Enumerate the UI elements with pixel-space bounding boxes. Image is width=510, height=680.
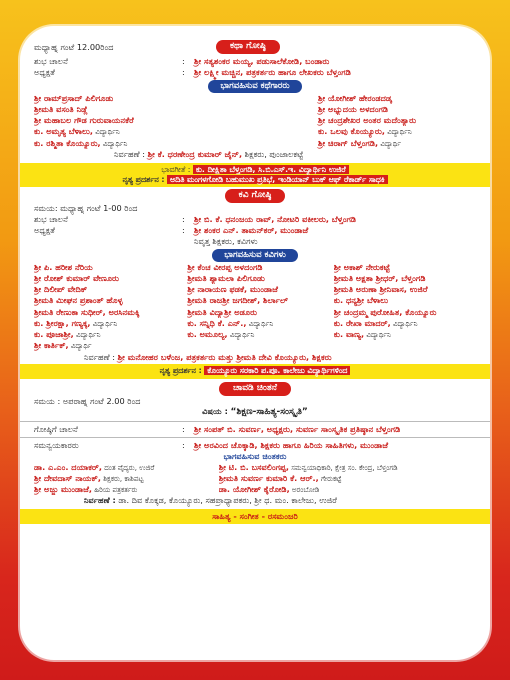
participant: ಶ್ರೀಮತಿ ಸುವರ್ಣ ಕುಮಾರಿ ಕೆ. ಆರ್., ಗೇರುಕಟ್ಟೆ	[218, 473, 342, 483]
participant: ಶ್ರೀ ಕಾರ್ತಿಕ್, ವಿದ್ಯಾರ್ಥಿ	[34, 340, 92, 351]
participant: ಡಾ. ಯೋಗೀಶ್ ಕೈರೋಡಿ, ಅರಂಬೋಡಿ	[218, 484, 320, 495]
participant: ಶ್ರೀ ಕೆಂಚ ವೀರಪ್ಪ ಅಳದಂಗಡಿ	[187, 261, 263, 272]
participant: ಕು. ಶ್ರೀರಕ್ಷಾ, ಗಣ್ಯಕ್ಕ, ವಿದ್ಯಾರ್ಥಿನಿ	[34, 317, 118, 328]
participant: ಶ್ರೀ ಅಜ್ಜು ಮುಂಡಾಜೆ, ಹಿರಿಯ ಪತ್ರಕರ್ತರು	[34, 484, 138, 495]
row-key: ಅಧ್ಯಕ್ಷತೆ	[34, 66, 55, 77]
participant: ಕು. ರಶ್ಮಿತಾ ಕೊಯ್ಯೂರು, ವಿದ್ಯಾರ್ಥಿನಿ	[34, 137, 128, 148]
participant: ಶ್ರೀಮತಿ ವಸಂತಿ ನಿಡ್ಲೆ	[34, 103, 88, 114]
participant: ಕು. ಪೂಜಾಶ್ರೀ, ವಿದ್ಯಾರ್ಥಿನಿ	[34, 329, 101, 340]
chavadi-pill: ಚಾವಡಿ ಚಿಂತನೆ	[219, 382, 291, 396]
participant: ಶ್ರೀ ನಾರಾಯಣ ಫಡಕೆ, ಮುಂಡಾಜೆ	[187, 284, 278, 295]
footer-band: ಸಾಹಿತ್ಯ - ಸಂಗೀತ - ರಸಮಂಜರಿ	[20, 509, 490, 524]
participant: ಶ್ರೀ ರೋಶ್ ಕುಮಾರ್ ವೇಣೂರು	[34, 272, 119, 283]
participant: ಶ್ರೀ ಅಭ್ಯುದಯ ಅಳದಂಗಡಿ	[318, 103, 389, 114]
participant: ಶ್ರೀಮತಿ ಅರುಣಾ ಶ್ರೀನಿವಾಸ, ಉಜಿರೆ	[333, 284, 428, 295]
chavadi-participants-label: ಭಾಗವಹಿಸುವ ಚಿಂತಕರು	[223, 450, 287, 461]
kavi-pill: ಕವಿ ಗೋಷ್ಠಿ	[225, 189, 286, 203]
katha-participants-pill: ಭಾಗವಹಿಸುವ ಕಥೆಗಾರರು	[208, 80, 301, 93]
participant: ಕು. ಸನ್ನಿಧಿ ಕೆ. ಎನ್., ವಿದ್ಯಾರ್ಥಿನಿ	[187, 317, 274, 328]
participant: ಶ್ರೀಮತಿ ಮೀಘನ ಪ್ರಶಾಂತ್ ಹೊಳ್ಳ	[34, 295, 123, 306]
katha-pill: ಕಥಾ ಗೋಷ್ಠಿ	[216, 40, 280, 54]
participant: ಕು. ರೇಖಾ ಮಾದರ್, ವಿದ್ಯಾರ್ಥಿನಿ	[333, 317, 418, 328]
participant: ಶ್ರೀ ರಾಮ್‌ಪ್ರಸಾದ್ ಪಿಲಿಗೂಡು	[34, 92, 114, 103]
row-value: ಶ್ರೀ ಲಕ್ಷ್ಮೀ ಮಚ್ಚಿನ, ಪತ್ರಕರ್ತರು ಹಾಗೂ ಲೇಖಕರು ಬೆಳ್ತಂಗಡಿ	[194, 66, 351, 77]
participant: ಶ್ರೀ ಚಂದ್ರಮ್ಮ ಪುರೋಹಿತ, ಕೊಯ್ಯೂರು	[333, 306, 437, 317]
kavi-extra: ನಿವೃತ್ತ ಶಿಕ್ಷಕರು, ಕವಿಗಳು	[194, 235, 258, 246]
participant: ಶ್ರೀ ಚಿರಾಗ್ ಬೆಳ್ತಂಗಡಿ, ವಿದ್ಯಾರ್ಥಿ	[318, 137, 401, 148]
katha-row-chalane: ಶುಭ ಚಾಲನೆ : ಶ್ರೀ ಸತ್ಯಶಂಕರ ಮಯ್ಯ, ಪಡುಸಾಲೆಕೋಡಿ, ಬಂಡಾರು	[34, 56, 476, 67]
row-key: ಶುಭ ಚಾಲನೆ	[34, 55, 68, 66]
program-card	[20, 26, 490, 660]
participant: ಶ್ರೀ ದಿಲೀಪ್ ವೇದಿಕ್	[34, 284, 88, 295]
participant: ಕು. ವಾಣ್ಯ, ವಿದ್ಯಾರ್ಥಿನಿ	[333, 329, 391, 340]
participant: ಶ್ರೀಮತಿ ರೇಣುಕಾ ಸುಧೀರ್, ಅರಸಿನಮಕ್ಕಿ	[34, 306, 140, 317]
kavi-rows	[34, 203, 476, 246]
katha-header	[34, 40, 476, 54]
kavi-nirvahane: ನಿರ್ವಹಣೆ : ಶ್ರೀ ಮನೋಹರ ಬಳೆಂಜ, ಪತ್ರಕರ್ತರು ಮತ್ತು ಶ್ರೀಮತಿ ದೇವಿ ಕೊಯ್ಯೂರು, ಶಿಕ್ಷಕರು	[84, 351, 332, 362]
participant: ಶ್ರೀಮತಿ ರಾಜಶ್ರೀ ಜಗದೀಶ್, ಶಿರ್ಲಾಲ್	[187, 295, 288, 306]
cultural-band-1: ಭಾವಗೀತೆ : ಕು. ದೀಕ್ಷಿತಾ ಬೆಳ್ತಂಗಡಿ, ಸಿ.ಬಿ.ಎಸ್.ಇ. ವಿದ್ಯಾರ್ಥಿನಿ ಉಜಿರೆ ನೃತ್ಯ ಪ್ರದರ್ಶನ : ಅದಿತಿ ಮಂಗಳಗೋಡಿ ಬಹುಮುಖ ಪ್ರತಿಭೆ, ಇಂಡಿಯಾನ್ ಬುಕ್ ಆಫ್ ರೆಕಾರ್ಡ್ ಸಾಧಕಿ	[20, 163, 490, 188]
chavadi-row-chalane: ಗೋಷ್ಠಿಗೆ ಚಾಲನೆ : ಶ್ರೀ ಸಂಪತ್ ಬಿ. ಸುವರ್ಣ, ಅಧ್ಯಕ್ಷರು, ಸುವರ್ಣ ಸಾಂಸ್ಕೃತಿಕ ಪ್ರತಿಷ್ಠಾನ ಬೆಳ್ತಂಗಡಿ	[34, 424, 401, 435]
katha-row-adhyakshate: ಅಧ್ಯಕ್ಷತೆ : ಶ್ರೀ ಲಕ್ಷ್ಮೀ ಮಚ್ಚಿನ, ಪತ್ರಕರ್ತರು ಹಾಗೂ ಲೇಖಕರು ಬೆಳ್ತಂಗಡಿ	[34, 67, 476, 78]
participant: ಶ್ರೀ ಯೋಗೀಶ್ ಹೇರಂಡದಡ್ಕ	[318, 92, 392, 103]
katha-rows	[34, 56, 476, 78]
participant: ಶ್ರೀಮತಿ ವಿದ್ಯಾಶ್ರೀ ಅಡೂರು	[187, 306, 258, 317]
participant: ಡಾ. ಎ.ಎಂ. ದಯಾಕರ್, ದಂತ ವೈದ್ಯರು, ಉಜಿರೆ	[34, 461, 155, 472]
katha-time: ಮಧ್ಯಾಹ್ನ ಗಂಟೆ 12.00ರಿಂದ	[34, 41, 114, 52]
kavi-row-chalane: ಶುಭ ಚಾಲನೆ : ಶ್ರೀ ಬಿ. ಕೆ. ಧನಂಜಯ ರಾವ್, ನೋಟರಿ ವಕೀಲರು, ಬೆಳ್ತಂಗಡಿ	[34, 214, 357, 225]
participant: ಶ್ರೀಮತಿ ಅಕ್ಷತಾ ಶ್ರೀಧರ್, ಬೆಳ್ತಂಗಡಿ	[333, 272, 426, 283]
row-value: ಶ್ರೀ ಸತ್ಯಶಂಕರ ಮಯ್ಯ, ಪಡುಸಾಲೆಕೋಡಿ, ಬಂಡಾರು	[194, 55, 330, 66]
chavadi-nirvahane: ನಿರ್ವಹಣೆ : ಡಾ. ದಿವ ಕೊಕ್ಕಡ, ಕೊಯ್ಯೂರು, ಸಹಪ್ರಾಧ್ಯಾಪಕರು, ಶ್ರೀ ಧ. ಮಂ. ಕಾಲೇಜು, ಉಜಿರೆ	[84, 495, 337, 506]
chavadi-participants	[34, 462, 476, 496]
kavi-participants	[34, 262, 476, 352]
participant: ಶ್ರೀ ಅಕಾಶ್ ನೇರುಕಟ್ಟೆ	[333, 261, 390, 272]
chavadi-row-samanvaya: ಸಮನ್ವಯಕಾರರು : ಶ್ರೀ ಅರವಿಂದ ಚೊಕ್ಕಾಡಿ, ಶಿಕ್ಷಕರು ಹಾಗೂ ಹಿರಿಯ ಸಾಹಿತಿಗಳು, ಮುಂಡಾಜೆ	[34, 440, 389, 451]
chavadi-time: ಸಮಯ : ಅಪರಾಹ್ನ ಗಂಟೆ 2.00 ರಿಂದ	[34, 395, 141, 406]
katha-participants	[34, 93, 476, 149]
participant: ಶ್ರೀ ದೇವದಾಸ್ ನಾಯಕ್, ಶಿಕ್ಷಕರು, ಕಾಶಿಪಟ್ಟ	[34, 473, 144, 483]
participant: ಕು. ಒಲವು ಕೊಯ್ಯೂರು, ವಿದ್ಯಾರ್ಥಿನಿ	[318, 126, 412, 137]
participant: ಶ್ರೀ ಚಂದ್ರಶೇಖರ ಅಂತರ ಮದೆಂತ್ಯಾರು	[318, 115, 417, 126]
chavadi-topic: ವಿಷಯ : “ಶಿಕ್ಷಣ-ಸಾಹಿತ್ಯ-ಸಂಸ್ಕೃತಿ”	[202, 406, 308, 418]
cultural-band-2: ನೃತ್ಯ ಪ್ರದರ್ಶನ : ಕೊಯ್ಯೂರು ಸರಕಾರಿ ಪ.ಪೂ. ಕಾಲೇಜು ವಿದ್ಯಾರ್ಥಿಗಳಿಂದ	[20, 364, 490, 378]
participant: ಕು. ಅಮೂಲ್ಯ, ವಿದ್ಯಾರ್ಥಿನಿ	[187, 329, 255, 340]
katha-nirvahane: ನಿರ್ವಹಣೆ : ಶ್ರೀ ಕೆ. ಧರಣೇಂದ್ರ ಕುಮಾರ್ ಜೈನ್, ಶಿಕ್ಷಕರು, ಪುಂಜಾಲಕಟ್ಟೆ	[114, 148, 304, 159]
kavi-time: ಸಮಯ: ಮಧ್ಯಾಹ್ನ ಗಂಟೆ 1-00 ರಿಂದ	[34, 203, 138, 214]
participant: ಶ್ರೀ ಪಿ. ಹರೀಶ ನೆರಿಯ	[34, 261, 93, 272]
participant: ಶ್ರೀಮತಿ ಶ್ಯಾಮಲಾ ಪಿಲಿಗೂಡು	[187, 272, 265, 283]
participant: ಶ್ರೀ ಟಿ. ಬಿ. ಬಸವಲಿಂಗಪ್ಪ, ಸಮನ್ವಯಾಧಿಕಾರಿ, ಕ್ಷೇತ್ರ ಸಂ. ಕೇಂದ್ರ, ಬೆಳ್ತಂಗಡಿ	[218, 461, 398, 472]
participant: ಕು. ಅಮೃತ್ಯ ಬೆಳಾಲು, ವಿದ್ಯಾರ್ಥಿನಿ	[34, 126, 120, 137]
participant: ಕು. ಧನ್ಯಶ್ರೀ ಬೆಳಾಲು	[333, 295, 389, 306]
kavi-row-adhyakshate: ಅಧ್ಯಕ್ಷತೆ : ಶ್ರೀ ಶಂಕರ ಎನ್. ತಾಮನ್‌ಕರ್, ಮುಂಡಾಜೆ	[34, 224, 309, 235]
kavi-participants-pill: ಭಾಗವಹಿಸುವ ಕವಿಗಳು	[212, 249, 298, 262]
participant: ಶ್ರೀ ಮಹಾಬಲ ಗೌಡ ಗುರುವಾಯನಕೆರೆ	[34, 115, 134, 126]
